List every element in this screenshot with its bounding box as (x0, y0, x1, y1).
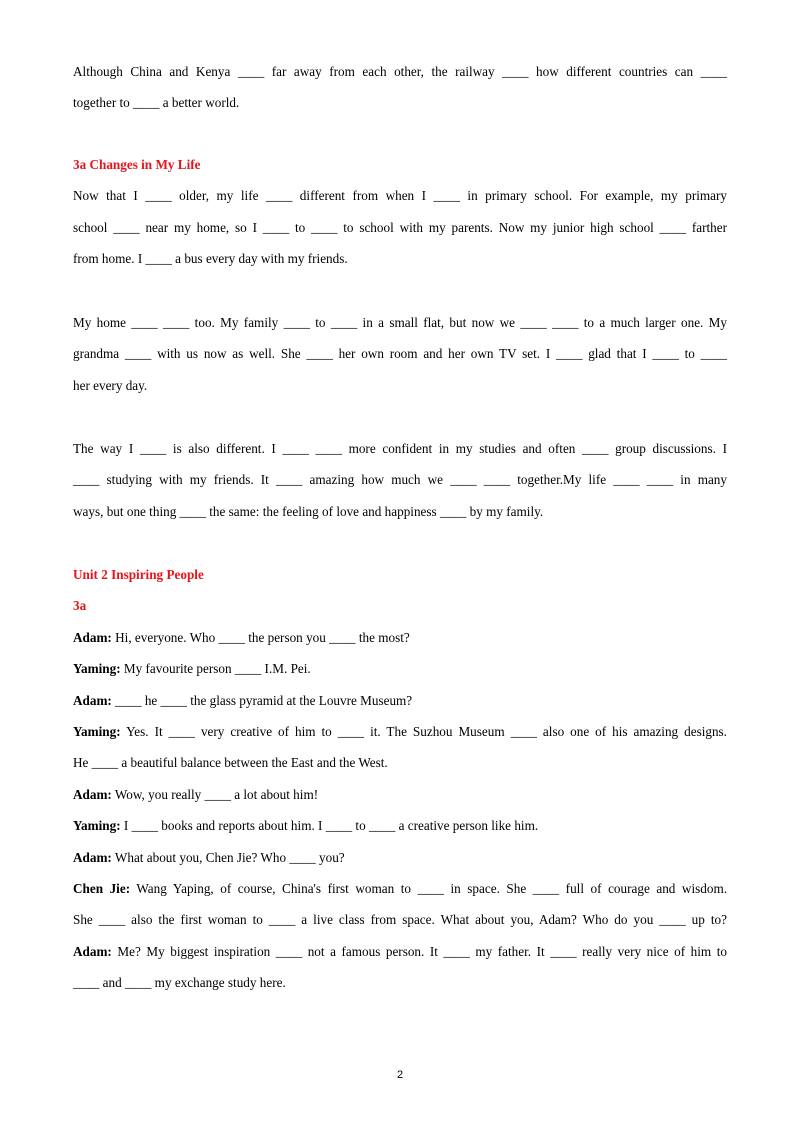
text-line: grandma ____ with us now as well. She ____ her own room and her own TV set. I ____ glad that I ____ to ____ (73, 346, 727, 362)
dialogue-line (73, 622, 727, 653)
text-line: from home. I ____ a bus every day with my friends. (73, 251, 348, 267)
section-unit-2 (73, 559, 727, 998)
dialogue-line (73, 716, 727, 747)
dialogue-line (73, 873, 727, 904)
speaker-name: Chen Jie: (73, 880, 131, 896)
speaker-name: Yaming: (73, 818, 121, 834)
dialogue-text: Yes. It ____ very creative of him to ____ it. The Suzhou Museum ____ also one of his amazing designs. (126, 723, 727, 739)
dialogue-text: Me? My biggest inspiration ____ not a famous person. It ____ my father. It ____ really very nice of him to (117, 943, 727, 959)
speaker-name: Yaming: (73, 723, 121, 739)
speaker-name: Adam: (73, 943, 112, 959)
dialogue-text: Wow, you really ____ a lot about him! (114, 786, 319, 802)
dialogue-line (73, 842, 727, 873)
page-number: 2 (396, 1069, 404, 1081)
unit-heading: Unit 2 Inspiring People (73, 567, 204, 582)
dialogue-text: ____ he ____ the glass pyramid at the Louvre Museum? (115, 692, 413, 708)
section-changes-in-my-life (73, 149, 727, 275)
dialogue-text: What about you, Chen Jie? Who ____ you? (114, 849, 345, 865)
dialogue-line (73, 779, 727, 810)
speaker-name: Yaming: (73, 661, 121, 677)
text-line: Now that I ____ older, my life ____ different from when I ____ in primary school. For example, my primary (73, 188, 727, 204)
text-line: her every day. (73, 377, 148, 393)
text-line: ways, but one thing ____ the same: the feeling of love and happiness ____ by my family. (73, 503, 544, 519)
dialogue-continuation: He ____ a beautiful balance between the East and the West. (73, 755, 388, 771)
dialogue-text: Wang Yaping, of course, China's first woman to ____ in space. She ____ full of courage and wisdom. (136, 880, 727, 896)
dialogue-text: I ____ books and reports about him. I ____ to ____ a creative person like him. (123, 818, 539, 834)
speaker-name: Adam: (73, 786, 112, 802)
dialogue-line (73, 653, 727, 684)
paragraph-my-home (73, 307, 727, 401)
speaker-name: Adam: (73, 629, 112, 645)
text-line: school ____ near my home, so I ____ to ____ to school with my parents. Now my junior high school ____ farther (73, 219, 727, 235)
dialogue-continuation: ____ and ____ my exchange study here. (73, 975, 286, 991)
dialogue-continuation: She ____ also the first woman to ____ a live class from space. What about you, Adam? Who do you ____ up to? (73, 912, 727, 928)
text-line: together to ____ a better world. (73, 95, 240, 111)
dialogue-line (73, 936, 727, 967)
dialogue-text: My favourite person ____ I.M. Pei. (123, 661, 311, 677)
section-heading: 3a Changes in My Life (73, 157, 201, 172)
dialogue-line (73, 685, 727, 716)
speaker-name: Adam: (73, 849, 112, 865)
text-line: Although China and Kenya ____ far away from each other, the railway ____ how different countries can ____ (73, 64, 727, 79)
dialogue-line (73, 810, 727, 841)
paragraph-the-way-i-learn (73, 433, 727, 527)
dialogue-text: Hi, everyone. Who ____ the person you ____ the most? (115, 629, 410, 645)
section-subheading: 3a (73, 598, 87, 614)
intro-paragraph (73, 56, 727, 119)
text-line: The way I ____ is also different. I ____ ____ more confident in my studies and often ____ group discussions. I (73, 441, 727, 456)
text-line: My home ____ ____ too. My family ____ to ____ in a small flat, but now we ____ ____ to a much larger one. My (73, 315, 727, 330)
speaker-name: Adam: (73, 692, 112, 708)
text-line: ____ studying with my friends. It ____ amazing how much we ____ ____ together.My life ____ ____ in many (73, 472, 727, 488)
